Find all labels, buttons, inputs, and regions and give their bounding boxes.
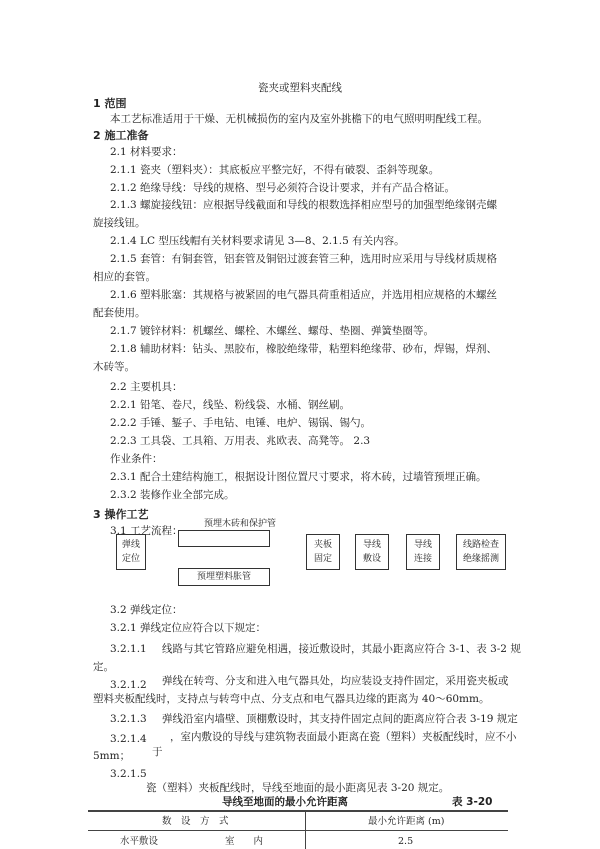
para-3-2-1: 3.2.1 弹线定位应符合以下规定： bbox=[110, 622, 267, 634]
para-2-1-8-cont: 木砖等。 bbox=[93, 361, 135, 373]
flow-box-clamp-fix-label-2: 固定 bbox=[313, 554, 332, 564]
flow-label-embed-plastic: 预埋塑料胀管 bbox=[196, 572, 251, 582]
flow-label-embed-wood: 预埋木砖和保护管 bbox=[203, 519, 276, 529]
para-3-2-1-4-number: 3.2.1.4 bbox=[110, 733, 147, 745]
table-top-rule bbox=[88, 810, 508, 812]
para-2-1-3-cont: 旋接线钮。 bbox=[93, 217, 146, 229]
para-3-2-1-4-cont: 5mm； bbox=[93, 750, 131, 762]
para-3-2-1-3-number: 3.2.1.3 bbox=[110, 713, 147, 725]
para-3-2-1-1: 线路与其它管路应避免相遇，接近敷设时，其最小距离应符合 3-1、表 3-2 规 bbox=[162, 643, 521, 655]
table-cell-horizontal: 水平敷设 bbox=[120, 836, 159, 847]
para-2-2-2: 2.2.2 手锤、錾子、手电钻、电锤、电炉、锡锅、锡勺。 bbox=[110, 417, 372, 429]
para-3-2-1-4-end: 于 bbox=[152, 746, 163, 758]
para-2-1-4: 2.1.4 LC 型压线帽有关材料要求请见 3—8、2.1.5 有关内容。 bbox=[110, 235, 405, 247]
para-3-2-1-1-cont: 定。 bbox=[93, 661, 114, 673]
para-2-1-8: 2.1.8 辅助材料：钻头、黑胶布，橡胶绝缘带，粘塑料绝缘带、砂布，焊锡，焊剂、 bbox=[110, 343, 498, 355]
section-1-text: 本工艺标准适用于干燥、无机械损伤的室内及室外挑檐下的电气照明明配线工程。 bbox=[110, 113, 488, 125]
para-2-1-5: 2.1.5 套管：有铜套管，铝套管及铜铝过渡套管三种，选用时应采用与导线材质规格 bbox=[110, 253, 498, 265]
para-3-2-1-3: 弹线沿室内墙壁、顶棚敷设时，其支持件固定点间的距离应符合表 3-19 规定 bbox=[162, 713, 518, 725]
para-2-1-1: 2.1.1 瓷夹（塑料夹）：其底板应平整完好，不得有破裂、歪斜等现象。 bbox=[110, 164, 440, 176]
table-header-method: 数 设 方 式 bbox=[162, 816, 229, 827]
flow-box-embed-wood bbox=[178, 530, 270, 547]
table-cell-indoor: 室 内 bbox=[225, 836, 264, 847]
para-2-1-5-cont: 相应的套管。 bbox=[93, 271, 156, 283]
flow-box-wire-lay-label-2: 敷设 bbox=[362, 554, 381, 564]
flow-box-wire-connect-label-2: 连接 bbox=[413, 554, 432, 564]
flow-box-inspection-label-1: 线路检查 bbox=[462, 540, 499, 550]
para-2-1: 2.1 材料要求： bbox=[110, 146, 183, 158]
para-3-1: 3.1 工艺流程： bbox=[110, 525, 183, 537]
para-2-3-1: 2.3.1 配合土建结构施工，根据设计图位置尺寸要求，将木砖，过墙管预埋正确。 bbox=[110, 471, 487, 483]
flow-box-mark-line-label-2: 定位 bbox=[121, 554, 140, 564]
para-2-3-heading: 作业条件： bbox=[110, 453, 163, 465]
para-2-2-1: 2.2.1 铅笔、卷尺，线坠、粉线袋、水桶、钢丝刷。 bbox=[110, 399, 351, 411]
para-2-1-2: 2.1.2 绝缘导线：导线的规格、型号必须符合设计要求，并有产品合格证。 bbox=[110, 182, 456, 194]
para-3-2-1-2-cont: 塑料夹板配线时，支持点与转弯中点、分支点和电气器具边缘的距离为 40～60mm。 bbox=[93, 693, 490, 705]
flow-box-inspection-label-2: 绝缘摇测 bbox=[462, 554, 499, 564]
para-2-1-6: 2.1.6 塑料胀塞：其规格与被紧固的电气器具荷重相适应，并选用相应规格的木螺丝 bbox=[110, 289, 498, 301]
flow-box-wire-lay-label-1: 导线 bbox=[362, 540, 381, 550]
para-2-2-3: 2.2.3 工具袋、工具箱、万用表、兆欧表、高凳等。 2.3 bbox=[110, 435, 371, 447]
flow-box-mark-line-label-1: 弹线 bbox=[121, 540, 140, 550]
para-3-2-1-5: 瓷（塑料）夹板配线时，导线至地面的最小距离见表 3-20 规定。 bbox=[146, 782, 450, 794]
table-number: 表 3-20 bbox=[452, 796, 493, 808]
para-2-1-6-cont: 配套使用。 bbox=[93, 307, 146, 319]
para-3-2-1-5-number: 3.2.1.5 bbox=[110, 768, 147, 780]
flow-box-clamp-fix-label-1: 夹板 bbox=[313, 540, 332, 550]
para-3-2-1-2: 弹线在转弯、分支和进入电气器具处，均应装设支持件固定，采用瓷夹板或 bbox=[162, 675, 509, 687]
table-header-rule bbox=[88, 830, 508, 831]
doc-title: 瓷夹或塑料夹配线 bbox=[258, 82, 342, 94]
para-2-3-2: 2.3.2 装修作业全部完成。 bbox=[110, 489, 235, 501]
para-3-2-1-4: ，室内敷设的导线与建筑物表面最小距离在瓷（塑料）夹板配线时，应不小 bbox=[170, 731, 517, 743]
flow-box-wire-connect-label-1: 导线 bbox=[413, 540, 432, 550]
para-2-1-3: 2.1.3 螺旋接线钮：应根据导线截面和导线的根数选择相应型号的加强型绝缘钢壳螺 bbox=[110, 199, 498, 211]
table-caption: 导线至地面的最小允许距离 bbox=[222, 796, 348, 808]
table-cell-value: 2.5 bbox=[398, 836, 414, 847]
section-1-heading: 1 范围 bbox=[93, 97, 127, 110]
section-2-heading: 2 施工准备 bbox=[93, 129, 149, 142]
section-3-heading: 3 操作工艺 bbox=[93, 508, 149, 521]
table-col-divider bbox=[305, 811, 306, 849]
para-2-1-7: 2.1.7 镀锌材料：机螺丝、螺栓、木螺丝、螺母、垫圈、弹簧垫圈等。 bbox=[110, 325, 435, 337]
para-3-2-1-1-number: 3.2.1.1 bbox=[110, 643, 147, 655]
para-2-2: 2.2 主要机具： bbox=[110, 381, 183, 393]
para-3-2: 3.2 弹线定位： bbox=[110, 604, 183, 616]
para-3-2-1-2-number: 3.2.1.2 bbox=[110, 679, 147, 691]
table-header-distance: 最小允许距离 (m) bbox=[368, 816, 445, 827]
